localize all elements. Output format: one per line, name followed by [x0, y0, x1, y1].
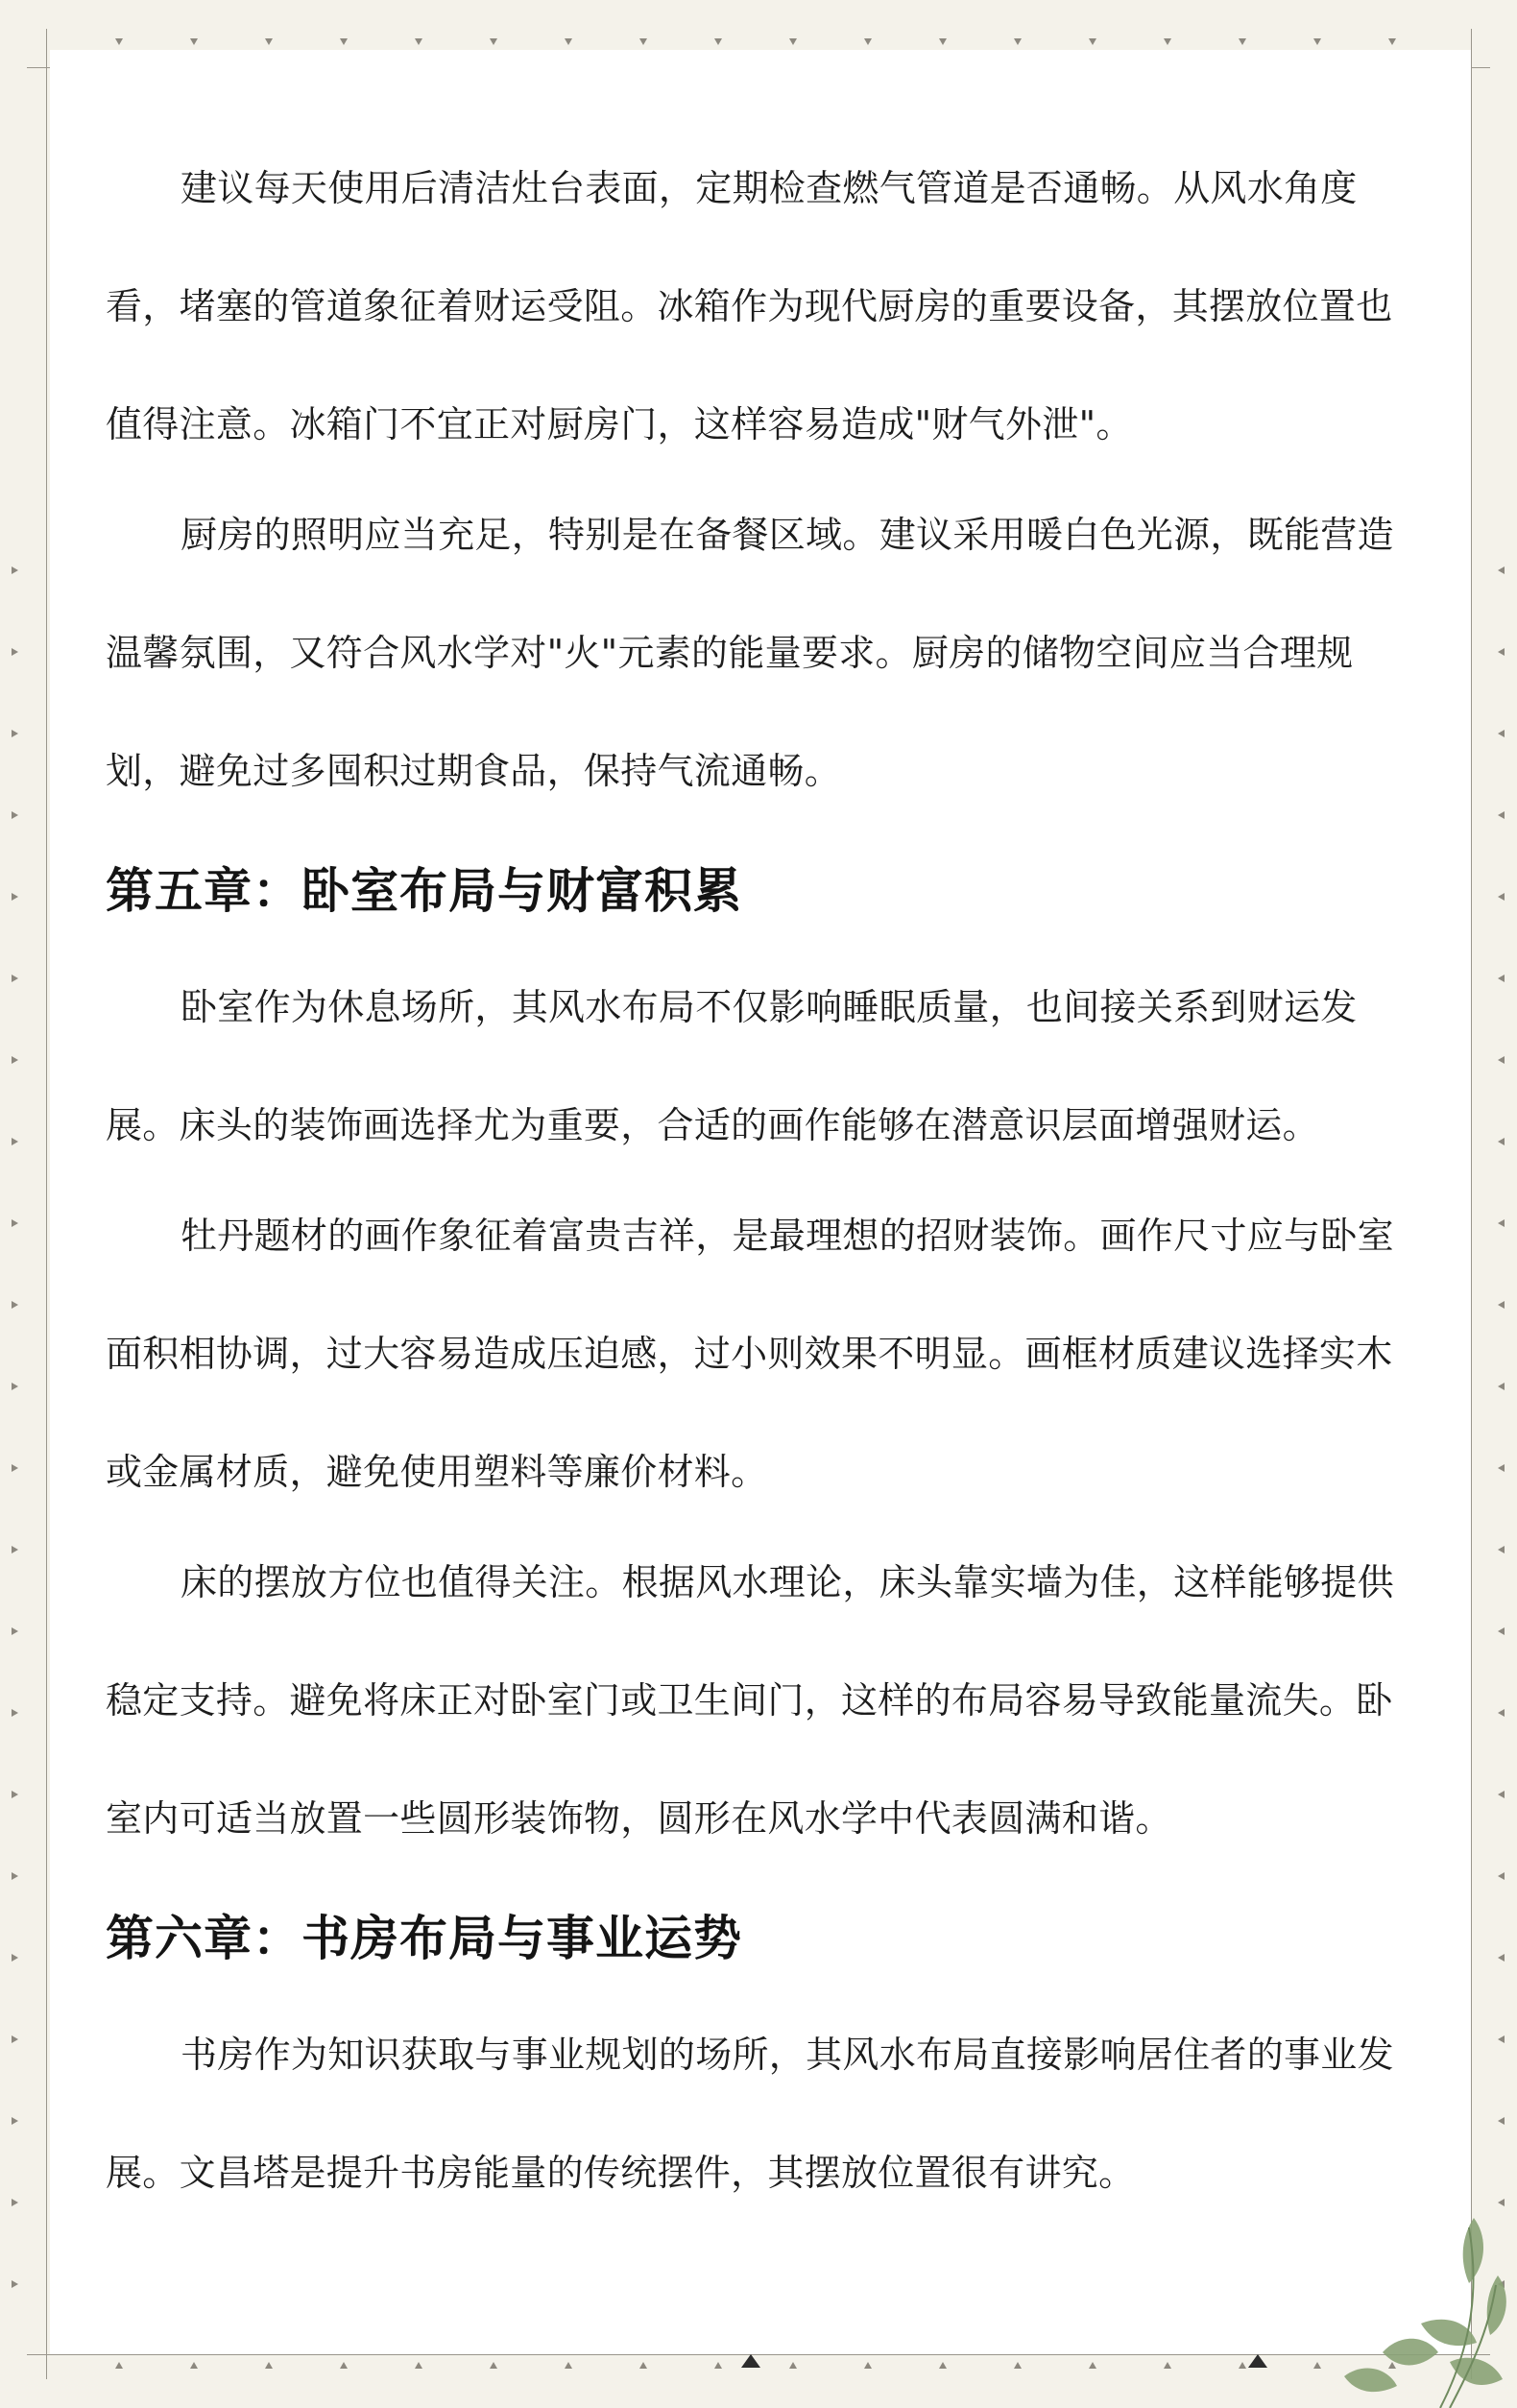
paragraph-study-intro: 书房作为知识获取与事业规划的场所，其风水布局直接影响居住者的事业发展。文昌塔是提升书房能量的传统摆件，其摆放位置很有讲究。	[106, 2034, 1394, 2194]
paragraph-bedroom-intro: 卧室作为休息场所，其风水布局不仅影响睡眠质量，也间接关系到财运发展。床头的装饰画选择尤为重要，合适的画作能够在潜意识层面增强财运。	[106, 986, 1358, 1146]
frame-triangle-ornament	[1089, 2362, 1096, 2369]
frame-triangle-ornament	[1313, 38, 1321, 45]
frame-triangle-ornament	[1498, 2199, 1505, 2206]
frame-triangle-ornament	[12, 1138, 18, 1145]
frame-triangle-ornament	[864, 38, 872, 45]
frame-triangle-ornament	[490, 38, 497, 45]
chapter-6-heading: 第六章：书房布局与事业运势	[106, 1911, 742, 1966]
frame-triangle-ornament	[1498, 2035, 1505, 2043]
chapter-5-heading: 第五章：卧室布局与财富积累	[106, 863, 742, 919]
frame-triangle-ornament	[12, 1219, 18, 1227]
frame-triangle-ornament	[12, 730, 18, 737]
frame-triangle-ornament	[1498, 1791, 1505, 1798]
frame-triangle-ornament	[1164, 2362, 1171, 2369]
frame-triangle-ornament	[1164, 38, 1171, 45]
paragraph-peony-painting: 牡丹题材的画作象征着富贵吉祥，是最理想的招财装饰。画作尺寸应与卧室面积相协调，过大容易造成压迫感，过小则效果不明显。画框材质建议选择实木或金属材质，避免使用塑料等廉价材料。	[106, 1215, 1394, 1493]
frame-triangle-ornament	[12, 2035, 18, 2043]
frame-triangle-ornament	[12, 1301, 18, 1309]
frame-triangle-ornament	[12, 1546, 18, 1553]
frame-triangle-ornament	[1239, 38, 1246, 45]
frame-triangle-ornament	[1498, 893, 1505, 901]
frame-triangle-ornament	[1498, 1546, 1505, 1553]
frame-triangle-ornament	[190, 38, 198, 45]
frame-triangle-ornament	[1498, 2117, 1505, 2125]
frame-triangle-ornament	[1014, 38, 1022, 45]
frame-triangle-ornament	[1498, 1954, 1505, 1962]
frame-triangle-ornament	[115, 2362, 123, 2369]
frame-triangle-ornament	[12, 1872, 18, 1880]
frame-triangle-ornament	[12, 2280, 18, 2288]
paragraph-kitchen-cleaning: 建议每天使用后清洁灶台表面，定期检查燃气管道是否通畅。从风水角度看，堵塞的管道象征着财运受阻。冰箱作为现代厨房的重要设备，其摆放位置也值得注意。冰箱门不宜正对厨房门，这样容易造成"财气外泄"。	[106, 167, 1393, 445]
frame-triangle-ornament	[939, 2362, 947, 2369]
frame-triangle-ornament	[340, 38, 348, 45]
frame-triangle-ornament	[1498, 648, 1505, 656]
frame-triangle-ornament	[12, 1954, 18, 1962]
frame-triangle-ornament	[939, 38, 947, 45]
frame-triangle-ornament	[1498, 1627, 1505, 1635]
frame-triangle-ornament	[265, 38, 273, 45]
frame-triangle-ornament	[1014, 2362, 1022, 2369]
frame-triangle-ornament	[639, 2362, 647, 2369]
frame-triangle-ornament	[490, 2362, 497, 2369]
paragraph-kitchen-lighting: 厨房的照明应当充足，特别是在备餐区域。建议采用暖白色光源，既能营造温馨氛围，又符合风水学对"火"元素的能量要求。厨房的储物空间应当合理规划，避免过多囤积过期食品，保持气流通畅。	[106, 514, 1394, 792]
frame-triangle-ornament	[1388, 38, 1396, 45]
frame-triangle-ornament	[12, 811, 18, 819]
frame-triangle-ornament	[12, 1791, 18, 1798]
frame-triangle-ornament	[1498, 811, 1505, 819]
frame-triangle-ornament	[12, 1709, 18, 1717]
frame-triangle-ornament	[12, 1464, 18, 1472]
frame-triangle-ornament	[12, 2199, 18, 2206]
frame-triangle-ornament	[12, 893, 18, 901]
frame-triangle-ornament	[1498, 1709, 1505, 1717]
bottom-triangle-ornament	[1248, 2354, 1267, 2368]
frame-triangle-ornament	[415, 38, 422, 45]
frame-triangle-ornament	[12, 1056, 18, 1064]
frame-triangle-ornament	[1498, 1464, 1505, 1472]
frame-triangle-ornament	[12, 566, 18, 574]
bottom-triangle-ornament	[741, 2354, 760, 2368]
frame-triangle-ornament	[864, 2362, 872, 2369]
frame-triangle-ornament	[1498, 1872, 1505, 1880]
frame-triangle-ornament	[1498, 1301, 1505, 1309]
frame-triangle-ornament	[190, 2362, 198, 2369]
frame-triangle-ornament	[1498, 1138, 1505, 1145]
frame-left-line	[46, 29, 47, 2379]
frame-triangle-ornament	[565, 38, 572, 45]
paragraph-bed-placement: 床的摆放方位也值得关注。根据风水理论，床头靠实墙为佳，这样能够提供稳定支持。避免将床正对卧室门或卫生间门，这样的布局容易导致能量流失。卧室内可适当放置一些圆形装饰物，圆形在风水学中代表圆满和谐。	[106, 1561, 1394, 1840]
frame-triangle-ornament	[12, 1627, 18, 1635]
frame-triangle-ornament	[714, 38, 722, 45]
frame-triangle-ornament	[1498, 975, 1505, 982]
frame-triangle-ornament	[1498, 730, 1505, 737]
frame-triangle-ornament	[1498, 1056, 1505, 1064]
frame-triangle-ornament	[789, 38, 797, 45]
frame-triangle-ornament	[340, 2362, 348, 2369]
frame-triangle-ornament	[12, 2117, 18, 2125]
frame-triangle-ornament	[12, 648, 18, 656]
frame-triangle-ornament	[1089, 38, 1096, 45]
frame-triangle-ornament	[115, 38, 123, 45]
frame-right-line	[1471, 29, 1472, 2379]
frame-triangle-ornament	[1239, 2362, 1246, 2369]
frame-triangle-ornament	[789, 2362, 797, 2369]
frame-triangle-ornament	[265, 2362, 273, 2369]
frame-triangle-ornament	[565, 2362, 572, 2369]
frame-triangle-ornament	[12, 1383, 18, 1390]
frame-triangle-ornament	[415, 2362, 422, 2369]
frame-triangle-ornament	[1498, 1219, 1505, 1227]
frame-triangle-ornament	[1498, 566, 1505, 574]
frame-triangle-ornament	[1498, 1383, 1505, 1390]
article-body	[106, 130, 1402, 2232]
leaf-branch-icon	[1306, 2208, 1517, 2408]
frame-triangle-ornament	[714, 2362, 722, 2369]
frame-triangle-ornament	[639, 38, 647, 45]
frame-triangle-ornament	[12, 975, 18, 982]
